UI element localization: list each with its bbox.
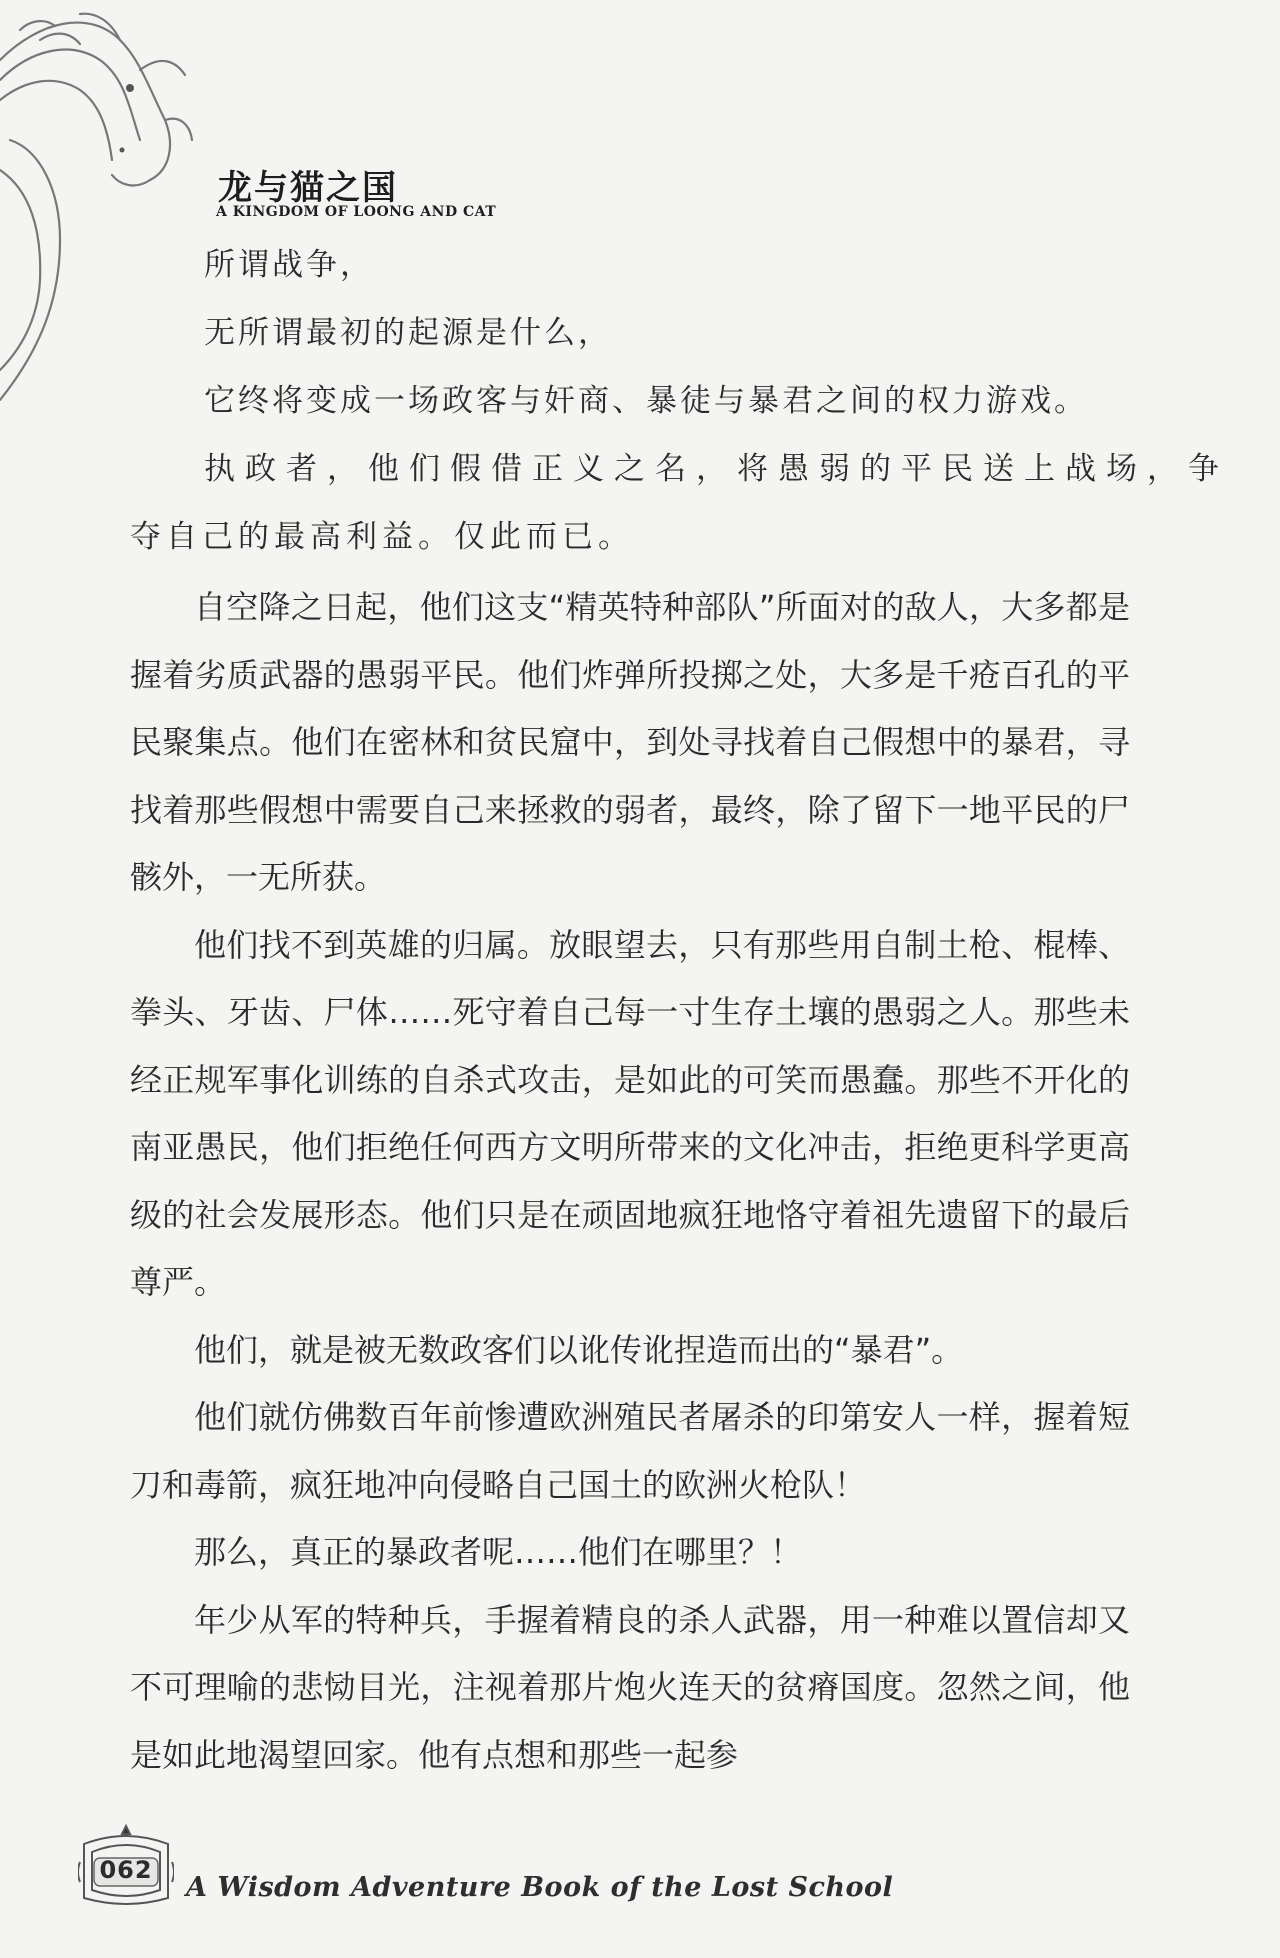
paragraph: 他们找不到英雄的归属。放眼望去，只有那些用自制土枪、棍棒、拳头、牙齿、尸体……死守着自己每一寸生存土壤的愚弱之人。那些未经正规军事化训练的自杀式攻击，是如此的可笑而愚蠢。那些不开化的南亚愚民，他们拒绝任何西方文明所带来的文化冲击，拒绝更科学更高级的社会发展形态。他们只是在顽固地疯狂地恪守着祖先遗留下的最后尊严。 [130,925,1130,1301]
page-number: 062 [99,1856,153,1884]
series-title: A Wisdom Adventure Book of the Lost School [186,1872,894,1903]
poem-section [130,238,1229,578]
book-title-chinese: 龙与猫之国 [218,168,398,208]
poem-line: 所谓战争， [204,247,374,283]
paragraph: 自空降之日起，他们这支“精英特种部队”所面对的敌人，大多都是握着劣质武器的愚弱平民。他们炸弹所投掷之处，大多是千疮百孔的平民聚集点。他们在密林和贫民窟中，到处寻找着自己假想中的暴君，寻找着那些假想中需要自己来拯救的弱者，最终，除了留下一地平民的尸骸外，一无所获。 [130,588,1130,896]
paragraph: 那么，真正的暴政者呢……他们在哪里？！ [194,1533,803,1571]
poem-line: 它终将变成一场政客与奸商、暴徒与暴君之间的权力游戏。 [204,383,1088,419]
paragraph: 年少从军的特种兵，手握着精良的杀人武器，用一种难以置信却又不可理喻的悲恸目光，注视着那片炮火连天的贫瘠国度。忽然之间，他是如此地渴望回家。他有点想和那些一起参 [130,1600,1130,1774]
body-text [130,574,1130,1789]
paragraph: 他们就仿佛数百年前惨遭欧洲殖民者屠杀的印第安人一样，握着短刀和毒箭，疯狂地冲向侵略自己国土的欧洲火枪队！ [130,1398,1130,1504]
poem-line: 无所谓最初的起源是什么， [204,315,612,351]
paragraph: 他们，就是被无数政客们以讹传讹捏造而出的“暴君”。 [194,1330,964,1369]
poem-line: 夺自己的最高利益。仅此而已。 [130,519,634,555]
book-title-english: A KINGDOM OF LOONG AND CAT [216,204,497,220]
poem-line: 执政者，他们假借正义之名，将愚弱的平民送上战场，争 [204,451,1229,487]
dragon-illustration [0,0,200,420]
